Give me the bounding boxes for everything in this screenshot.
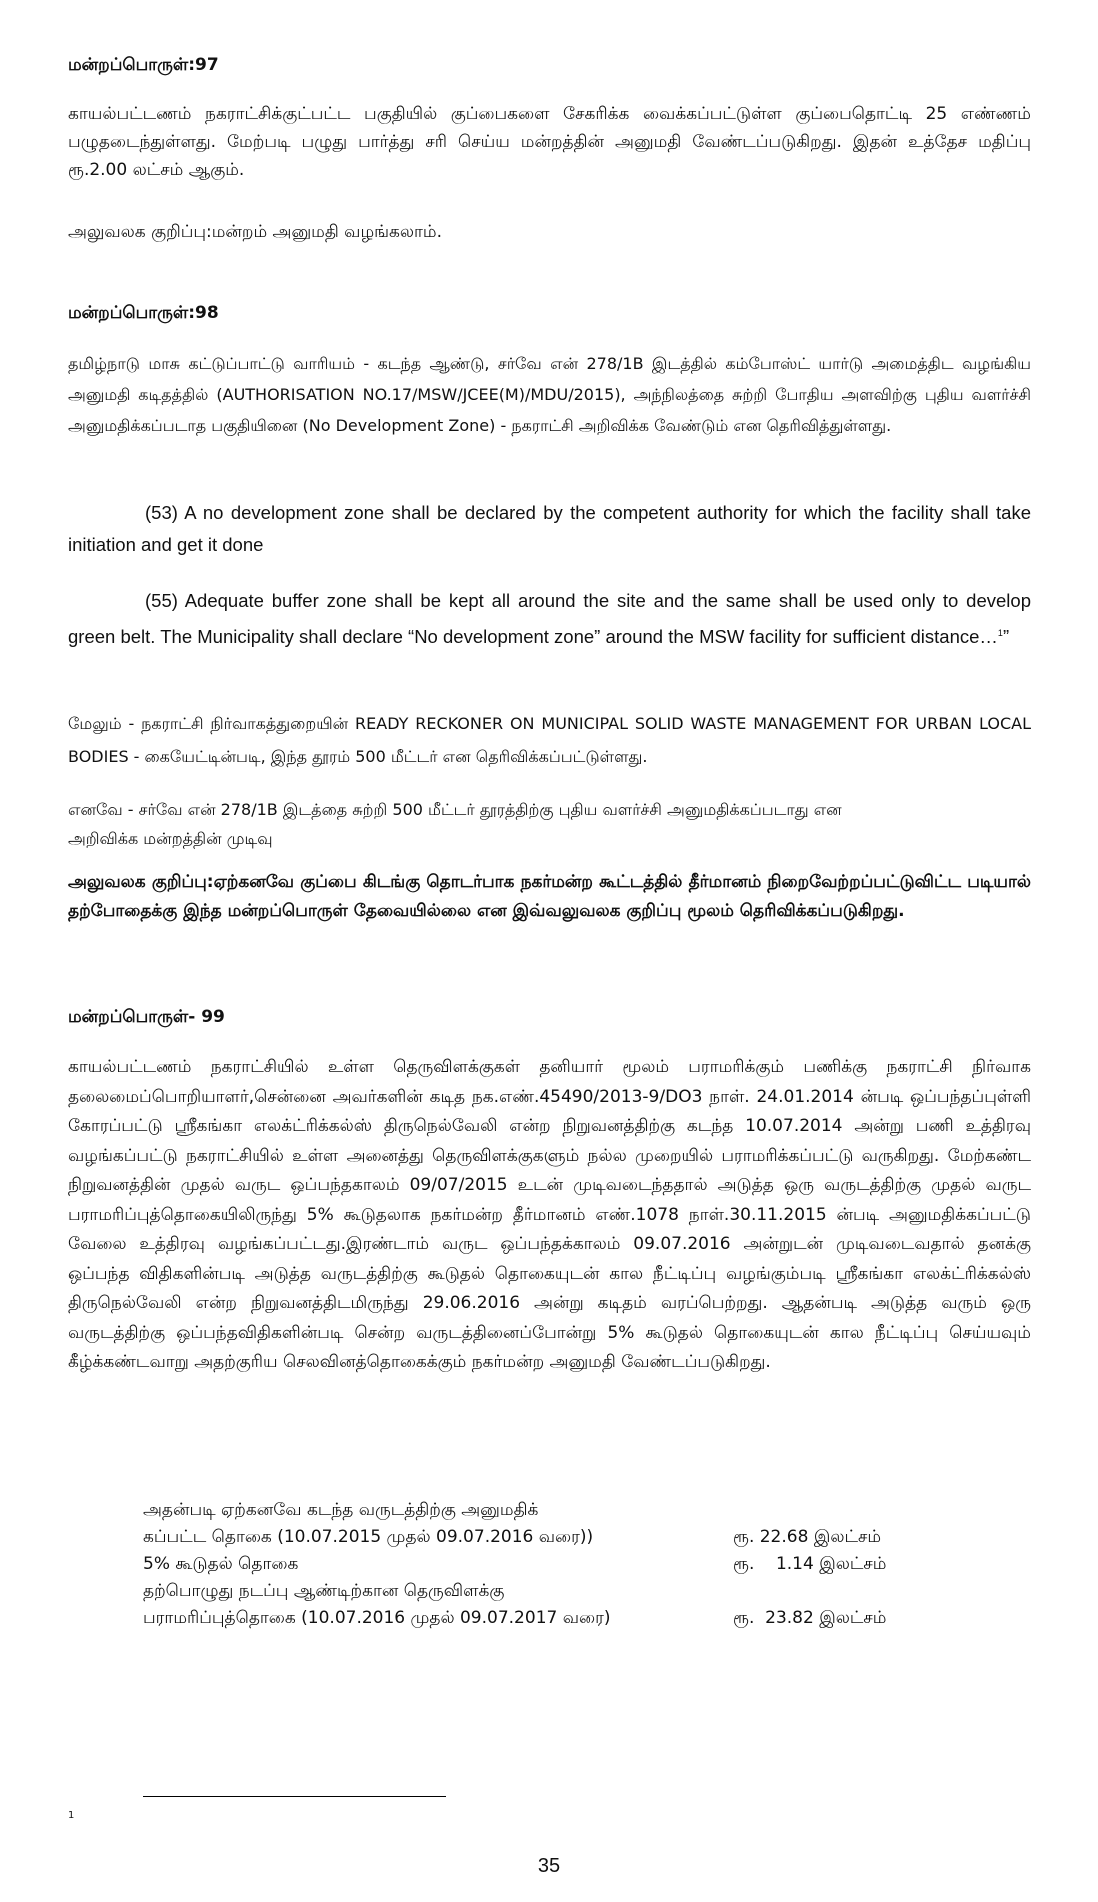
council-decision-para: எனவே - சர்வே என் 278/1B இடத்தை சுற்றி 500 மீட்டர் தூரத்திற்கு புதிய வளர்ச்சி அனுமதிக்கப்படாது என அறிவிக்க மன்றத்தின் முடிவு	[68, 800, 842, 848]
ready-reckoner-para: மேலும் - நகராட்சி நிர்வாகத்துறையின் READY RECKONER ON MUNICIPAL SOLID WASTE MANAGEMENT FOR URBAN LOCAL BODIES - கையேட்டின்படி, இந்த தூரம் 500 மீட்டர் என தெரிவிக்கப்பட்டுள்ளது.	[68, 714, 1031, 766]
section-97-heading: மன்றப்பொருள்:97	[68, 55, 219, 75]
section-98-body: தமிழ்நாடு மாசு கட்டுப்பாட்டு வாரியம் - கடந்த ஆண்டு, சர்வே என் 278/1B இடத்தில் கம்போஸ்ட் யார்டு அமைத்திட வழங்கிய அனுமதி கடிதத்தில் (AUTHORISATION NO.17/MSW/JCEE(M)/MDU/2015), அந்நிலத்தை சுற்றி போதிய அளவிற்கு புதிய வளர்ச்சி அனுமதிக்கப்படாத பகுதியினை (No Development Zone) - நகராட்சி அறிவிக்க வேண்டும் என தெரிவித்துள்ளது.	[68, 354, 1031, 435]
section-98-office-note: அலுவலக குறிப்பு:ஏற்கனவே குப்பை கிடங்கு தொடர்பாக நகர்மன்ற கூட்டத்தில் தீர்மானம் நிறைவேற்றப்பட்டுவிட்ட படியால் தற்போதைக்கு இந்த மன்றப்பொருள் தேவையில்லை என இவ்வலுவலக குறிப்பு மூலம் தெரிவிக்கப்படுகிறது.	[68, 872, 1031, 921]
footnote-ref: 1	[997, 628, 1003, 638]
cost-row-2-label: 5% கூடுதல் தொகை	[143, 1554, 299, 1574]
cost-row-3-line-1: தற்பொழுது நடப்பு ஆண்டிற்கான தெருவிளக்கு	[143, 1581, 505, 1601]
section-97-body: காயல்பட்டணம் நகராட்சிக்குட்பட்ட பகுதியில் குப்பைகளை சேகரிக்க வைக்கப்பட்டுள்ள குப்பைதொட்டி 25 எண்ணம் பழுதடைந்துள்ளது. மேற்படி பழுது பார்த்து சரி செய்ய மன்றத்தின் அனுமதி வேண்டப்படுகிறது. இதன் உத்தேச மதிப்பு ரூ.2.00 லட்சம் ஆகும்.	[68, 104, 1031, 180]
footnote-separator	[143, 1796, 446, 1797]
quote-55-close: ”	[1002, 626, 1010, 648]
cost-row-1-line-1: அதன்படி ஏற்கனவே கடந்த வருடத்திற்கு அனுமதிக்	[143, 1500, 539, 1520]
quote-55	[68, 585, 1031, 653]
section-98-heading: மன்றப்பொருள்:98	[68, 303, 219, 323]
cost-row-3-line-2: பராமரிப்புத்தொகை (10.07.2016 முதல் 09.07.2017 வரை)	[143, 1608, 611, 1628]
quote-55-text: (55) Adequate buffer zone shall be kept all around the site and the same shall be used only to develop green belt. The Municipality shall declare “No development zone” around the MSW facility for sufficient distance…	[68, 590, 1031, 648]
footnote-marker: 1	[68, 1810, 75, 1821]
section-99-heading: மன்றப்பொருள்- 99	[68, 1007, 225, 1027]
quote-53: (53) A no development zone shall be declared by the competent authority for which the facility shall take initiation and get it done	[68, 502, 1031, 555]
cost-row-3-value: ரூ. 23.82 இலட்சம்	[733, 1608, 887, 1628]
section-97-office-note: அலுவலக குறிப்பு:மன்றம் அனுமதி வழங்கலாம்.	[68, 222, 442, 242]
cost-row-1-line-2: கப்பட்ட தொகை (10.07.2015 முதல் 09.07.2016 வரை))	[143, 1527, 594, 1547]
cost-row-2-value: ரூ. 1.14 இலட்சம்	[733, 1554, 887, 1574]
cost-row-1-value: ரூ. 22.68 இலட்சம்	[733, 1527, 882, 1547]
section-99-body: காயல்பட்டணம் நகராட்சியில் உள்ள தெருவிளக்குகள் தனியார் மூலம் பராமரிக்கும் பணிக்கு நகராட்சி நிர்வாக தலைமைப்பொறியாளர்,சென்னை அவர்களின் கடித நக.எண்.45490/2013-9/DO3 நாள். 24.01.2014 ன்படி ஒப்பந்தப்புள்ளி கோரப்பட்டு ஸ்ரீகங்கா எலக்ட்ரிக்கல்ஸ் திருநெல்வேலி என்ற நிறுவனத்திற்கு கடந்த 10.07.2014 அன்று பணி உத்திரவு வழங்கப்பட்டு நகராட்சியில் உள்ள அனைத்து தெருவிளக்குகளும் நல்ல முறையில் பராமரிக்கப்பட்டு வருகிறது. மேற்கண்ட நிறுவனத்தின் முதல் வருட ஒப்பந்தகாலம் 09/07/2015 உடன் முடிவடைந்ததால் அடுத்த ஒரு வருடத்திற்கு முதல் வருட பராமரிப்புத்தொகையிலிருந்து 5% கூடுதலாக நகர்மன்ற தீர்மானம் எண்.1078 நாள்.30.11.2015 ன்படி அனுமதிக்கப்பட்டு வேலை உத்திரவு வழங்கப்பட்டது.இரண்டாம் வருட ஒப்பந்தக்காலம் 09.07.2016 அன்றுடன் முடிவடைவதால் தனக்கு ஒப்பந்த விதிகளின்படி அடுத்த வருடத்திற்கு கூடுதல் தொகையுடன் கால நீட்டிப்பு வழங்கும்படி ஸ்ரீகங்கா எலக்ட்ரிக்கல்ஸ் திருநெல்வேலி என்ற நிறுவனத்திடமிருந்து 29.06.2016 அன்று கடிதம் வரப்பெற்றது. ஆதன்படி அடுத்த வரும் ஒரு வருடத்திற்கு ஒப்பந்தவிதிகளின்படி சென்ற வருடத்தினைப்போன்று 5% கூடுதல் தொகையுடன் கால நீட்டிப்பு செய்யவும் கீழ்க்கண்டவாறு அதற்குரிய செலவினத்தொகைக்கும் நகர்மன்ற அனுமதி வேண்டப்படுகிறது.	[68, 1057, 1031, 1372]
page-number: 35	[537, 1855, 561, 1877]
